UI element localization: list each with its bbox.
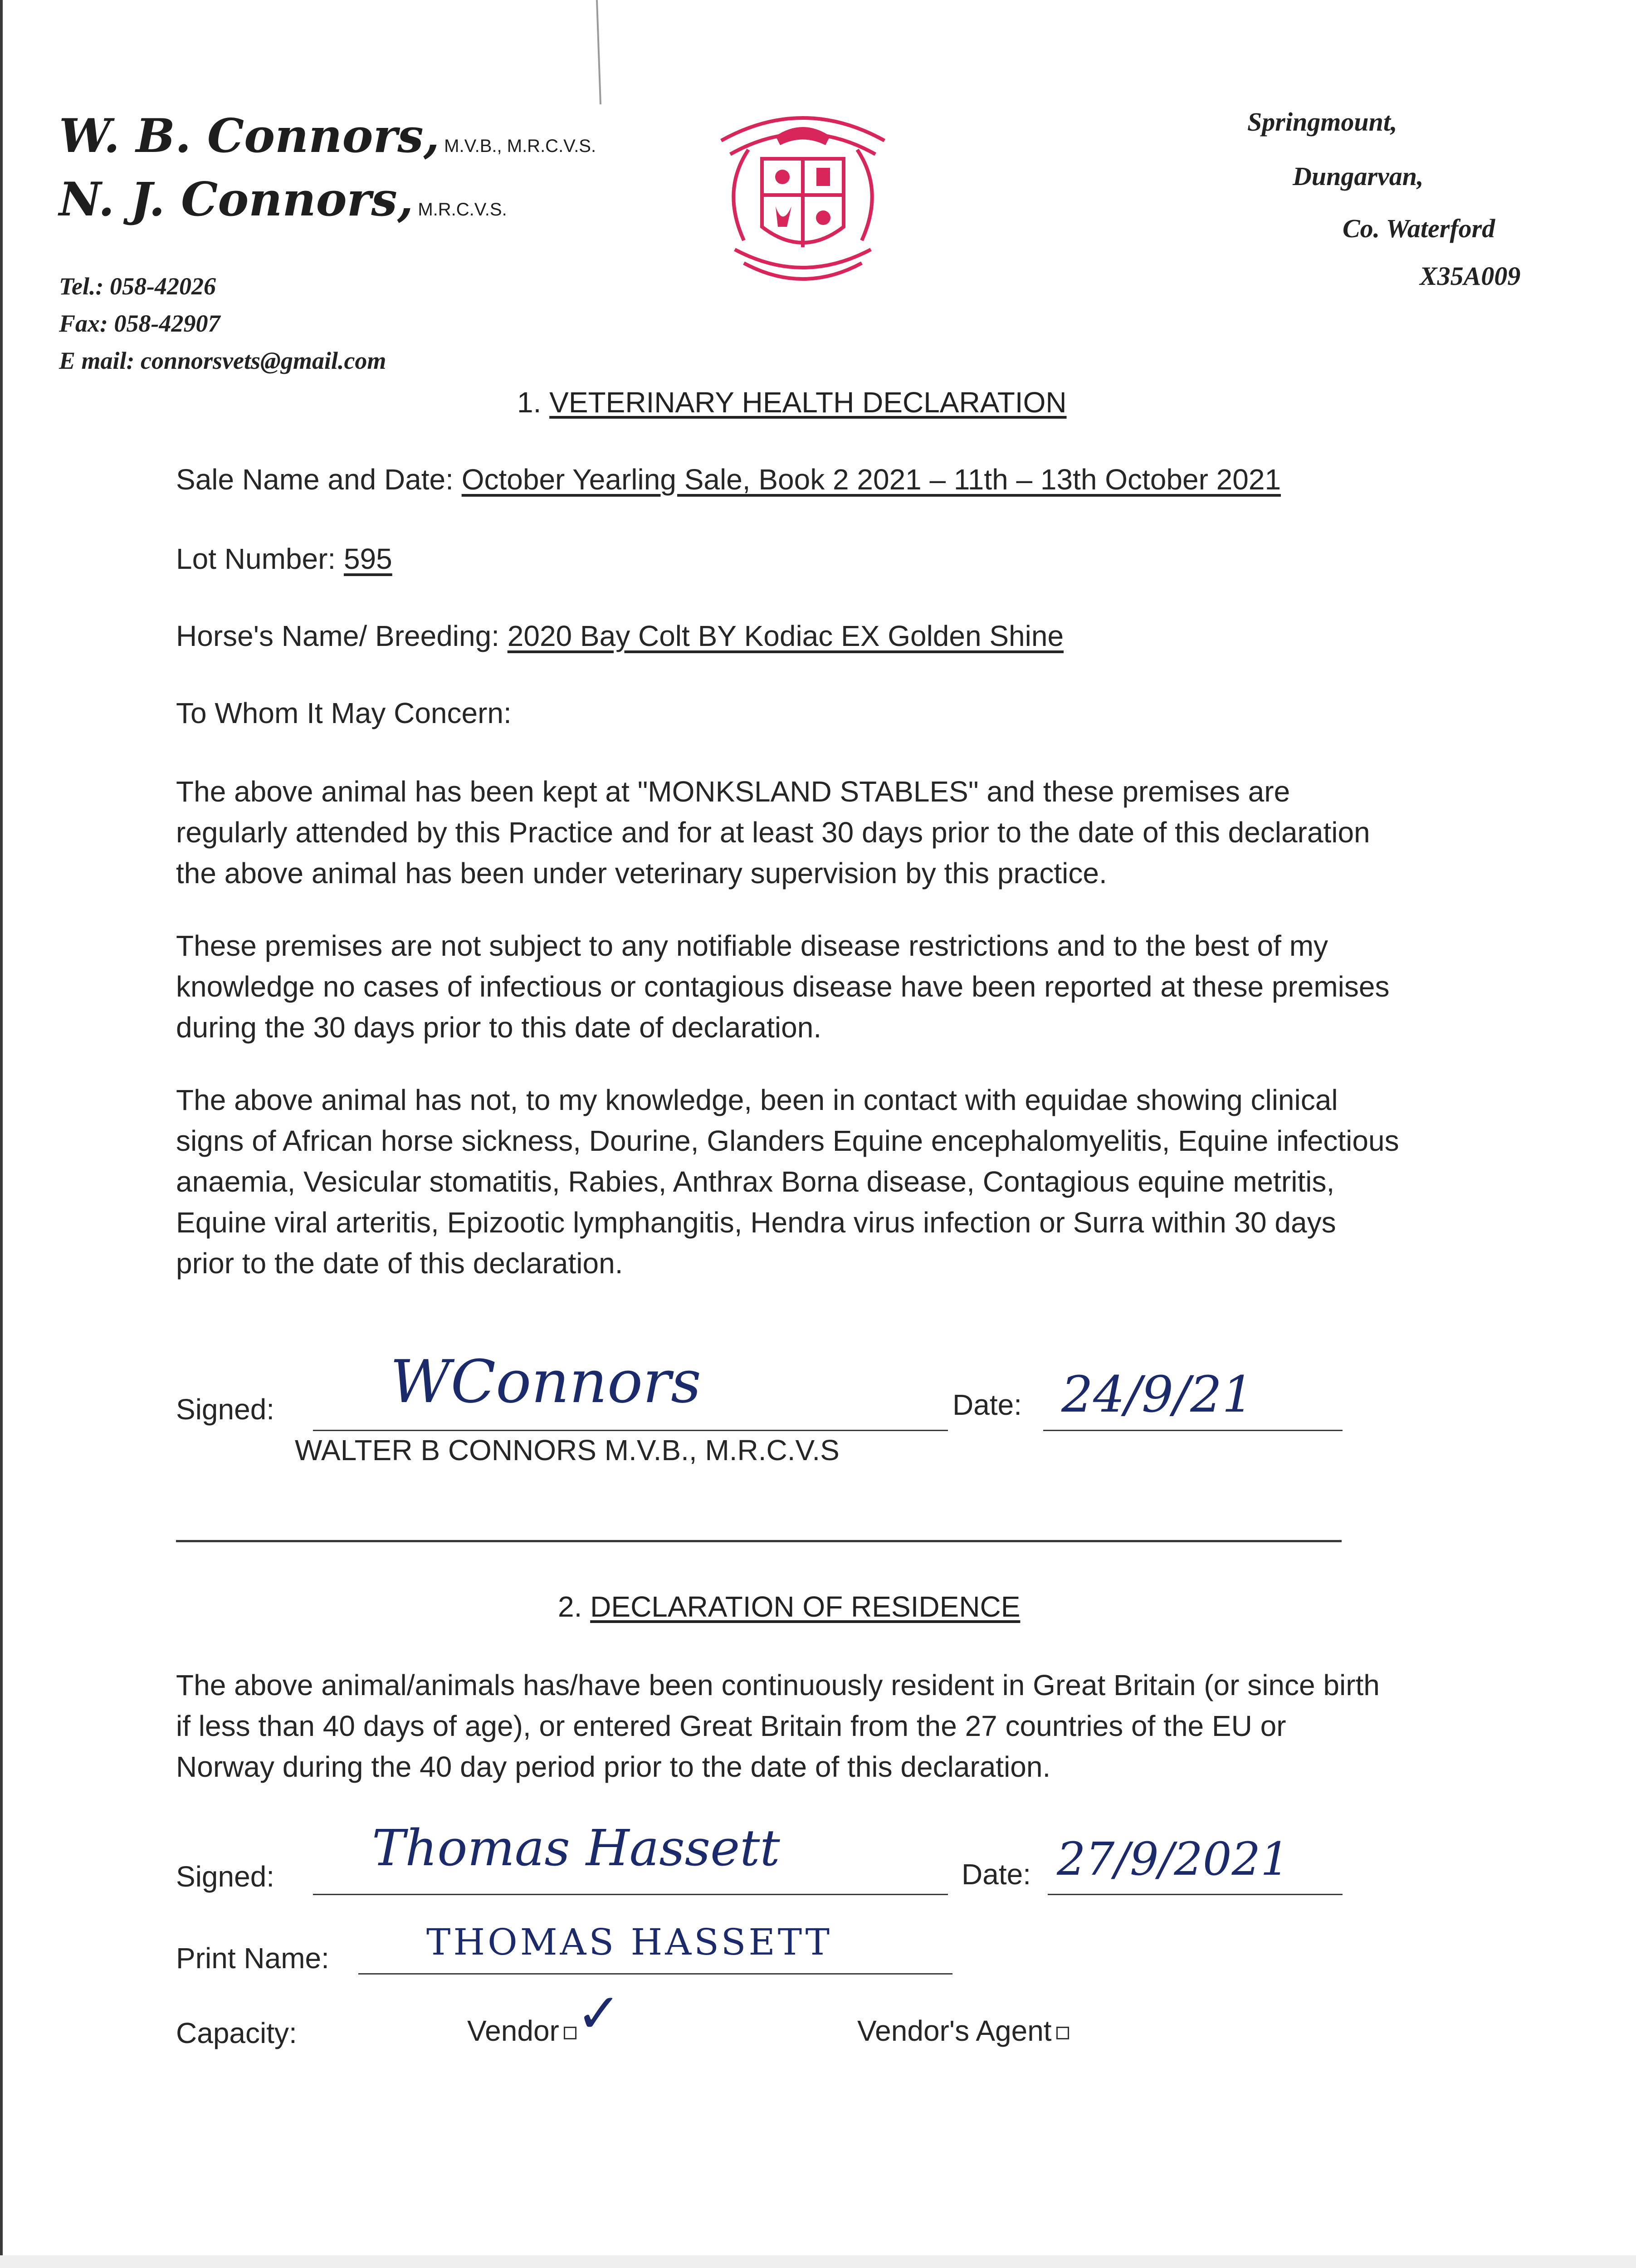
- signed-label-2: Signed:: [176, 1860, 275, 1893]
- fax-line: Fax: 058-42907: [59, 310, 220, 337]
- vendor-agent-checkbox[interactable]: [1056, 2027, 1069, 2039]
- scan-bottom-edge: [0, 2255, 1636, 2268]
- section2-title: DECLARATION OF RESIDENCE: [590, 1590, 1021, 1623]
- signature-line-1: [313, 1430, 948, 1431]
- paper-fold-mark: [596, 0, 601, 104]
- paragraph-kept-at: [176, 771, 1401, 894]
- vendor-signature: Thomas Hassett: [372, 1819, 780, 1877]
- vendor-checkbox[interactable]: [564, 2027, 576, 2039]
- contact-block: [59, 268, 386, 379]
- vet1-name: W. B. Connors,: [59, 109, 440, 163]
- date-value-1: 24/9/21: [1061, 1365, 1254, 1423]
- residence-text: The above animal/animals has/have been continuously resident in Great Britain (or since birth if less than 40 days of age), or entered Great Britain from the 27 countries of the EU or Norway during the 40 day period prior to the date of this declaration.: [176, 1669, 1380, 1783]
- vendor-agent-option: [857, 2014, 1069, 2048]
- address-line-4: X35A009: [1420, 261, 1521, 291]
- date-label-2: Date:: [962, 1858, 1031, 1891]
- section1-title: VETERINARY HEALTH DECLARATION: [549, 386, 1067, 419]
- lot-value: 595: [343, 543, 392, 575]
- section2-heading: [558, 1590, 1020, 1623]
- date-line-2: [1048, 1894, 1343, 1895]
- sale-value: October Yearling Sale, Book 2 2021 – 11th – 13th October 2021: [461, 463, 1281, 496]
- sale-label: Sale Name and Date:: [176, 463, 454, 496]
- horse-line: [176, 619, 1064, 653]
- vet1-line: [59, 109, 596, 163]
- veterinary-crest-logo: [694, 91, 912, 290]
- signature-line-2: [313, 1894, 948, 1895]
- lot-line: [176, 542, 392, 576]
- vet2-name: N. J. Connors,: [59, 172, 414, 227]
- capacity-label: Capacity:: [176, 2017, 297, 2049]
- vendor-agent-label: Vendor's Agent: [857, 2014, 1052, 2047]
- vendor-option: [467, 2014, 576, 2048]
- address-line-3: Co. Waterford: [1343, 214, 1495, 243]
- lot-label: Lot Number:: [176, 543, 336, 575]
- address-line-2: Dungarvan,: [1293, 161, 1424, 191]
- paragraph-residence: [176, 1665, 1392, 1787]
- tel-line: Tel.: 058-42026: [59, 273, 216, 300]
- vet2-quals: M.R.C.V.S.: [418, 200, 507, 220]
- date-line-1: [1043, 1430, 1343, 1431]
- paragraph-premises: [176, 925, 1401, 1048]
- salutation: To Whom It May Concern:: [176, 697, 512, 729]
- scan-edge: [0, 0, 3, 2268]
- paragraph-1-text: The above animal has been kept at "MONKSLAND STABLES" and these premises are regularly attended by this Practice and for at least 30 days prior to the date of this declaration the above animal has been under veterinary supervision by this practice.: [176, 775, 1370, 890]
- section2-number: 2.: [558, 1590, 582, 1623]
- paragraph-3-text: The above animal has not, to my knowledge, been in contact with equidae showing clinical signs of African horse sickness, Dourine, Glanders Equine encephalomyelitis, Equine infectious anaemia, Vesicular stomatitis, Rabies, Anthrax Borna disease, Contagious equine metritis, Equine viral arteritis, Epizootic lymphangitis, Hendra virus infection or Surra within 30 days prior to the date of this declaration.: [176, 1084, 1399, 1280]
- sale-line: [176, 463, 1281, 496]
- vet1-quals: M.V.B., M.R.C.V.S.: [444, 136, 596, 156]
- horse-label: Horse's Name/ Breeding:: [176, 620, 499, 652]
- vet-signature: WConnors: [390, 1347, 701, 1416]
- signer-name: WALTER B CONNORS M.V.B., M.R.C.V.S: [295, 1434, 840, 1466]
- paragraph-2-text: These premises are not subject to any notifiable disease restrictions and to the best of my knowledge no cases of infectious or contagious disease have been reported at these premises during the 30 days prior to this date of declaration.: [176, 929, 1390, 1044]
- print-name-line: [358, 1973, 952, 1975]
- address-line-1: Springmount,: [1247, 107, 1397, 137]
- vet2-line: [59, 172, 507, 227]
- section1-heading: [517, 386, 1067, 419]
- vendor-label: Vendor: [467, 2014, 559, 2047]
- print-name-label: Print Name:: [176, 1942, 329, 1975]
- date-label-1: Date:: [952, 1388, 1022, 1421]
- paragraph-contact: [176, 1080, 1401, 1284]
- vendor-check-mark: ✓: [576, 1982, 622, 2045]
- horse-value: 2020 Bay Colt BY Kodiac EX Golden Shine: [507, 620, 1064, 652]
- date-value-2: 27/9/2021: [1057, 1833, 1289, 1886]
- print-name-value: THOMAS HASSETT: [426, 1921, 832, 1963]
- signed-label-1: Signed:: [176, 1393, 275, 1426]
- section1-number: 1.: [517, 386, 542, 419]
- section-divider: [176, 1540, 1342, 1542]
- email-line: E mail: connorsvets@gmail.com: [59, 347, 386, 374]
